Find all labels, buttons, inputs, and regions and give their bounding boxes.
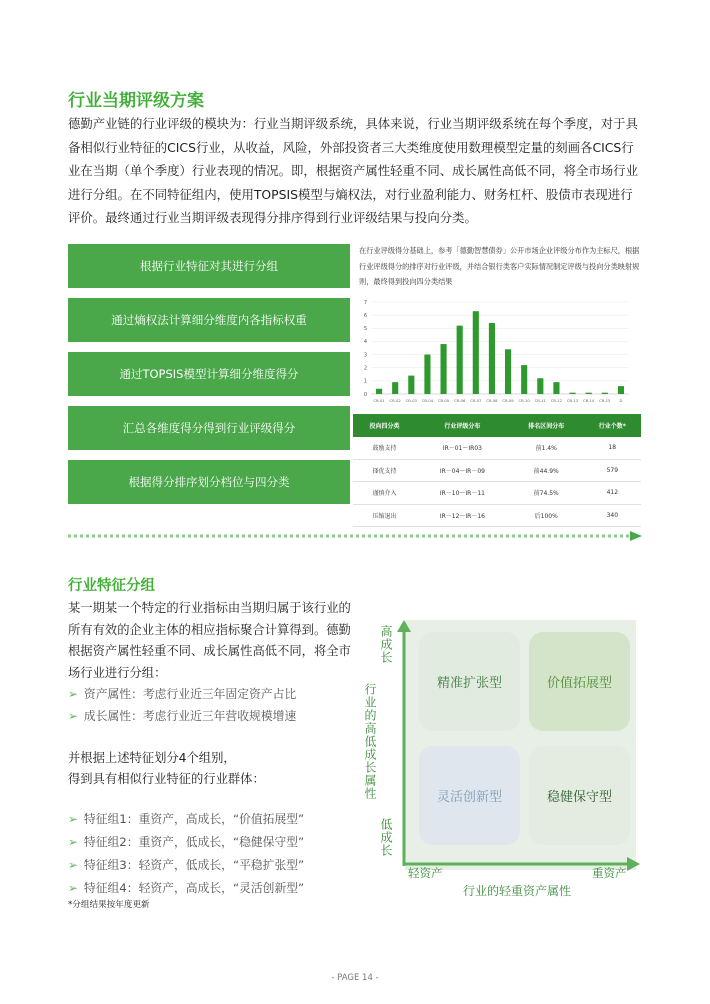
arrow-icon: ➢ <box>68 881 78 895</box>
x-tick-label: CR-08 <box>486 398 498 403</box>
x-tick-label: CR-04 <box>421 398 434 403</box>
quadrant-bottom-left: 灵活创新型 <box>419 746 520 845</box>
list-item-text: 资产属性：考虑行业近三年固定资产占比 <box>83 687 297 701</box>
bar <box>473 311 479 394</box>
y-axis-high-label: 高成长 <box>379 625 393 664</box>
list-item <box>68 810 304 827</box>
table-cell: 前44.9% <box>509 459 584 482</box>
bar <box>440 344 446 394</box>
step-2: 通过熵权法计算细分维度内各指标权重 <box>68 298 350 342</box>
table-cell: IR－10～IR－11 <box>416 482 509 505</box>
bar <box>521 365 527 394</box>
section-title-rating: 行业当期评级方案 <box>68 91 204 111</box>
step-5: 根据得分排序划分档位与四分类 <box>68 460 350 504</box>
arrow-icon: ➢ <box>68 709 78 723</box>
table-cell: 340 <box>584 504 641 527</box>
list-item <box>68 856 304 873</box>
table-row <box>353 459 641 482</box>
x-tick-label: CR-07 <box>470 398 482 403</box>
table-cell: IR－04～IR－09 <box>416 459 509 482</box>
y-tick-label: 4 <box>363 339 367 346</box>
quadrant-top-left: 精准扩张型 <box>419 632 520 731</box>
list-item-text: 成长属性：考虑行业近三年营收规模增速 <box>83 709 297 723</box>
table-cell: 鼓励支持 <box>353 437 416 459</box>
bar <box>602 393 608 394</box>
table-cell: 后100% <box>509 504 584 527</box>
quadrant-axes <box>395 618 642 872</box>
chart-note: 在行业评级得分基础上，参考「德勤智慧债券」公开市场企业评级分布作为主标尺，根据行业评级得分的排序对行业评级，并结合银行类客户实际情况制定评级与投向分类映射规则，最终得到投向四分类结果 <box>359 246 640 286</box>
dotted-divider <box>68 531 642 541</box>
arrow-icon: ➢ <box>68 687 78 701</box>
x-tick-label: CR-13 <box>566 398 579 403</box>
list-item <box>68 833 304 850</box>
y-tick-label: 1 <box>363 378 367 385</box>
table-cell: 前74.5% <box>509 482 584 505</box>
y-tick-label: 3 <box>363 352 367 359</box>
bar <box>505 349 511 394</box>
list-item-text: 特征组3：轻资产，低成长，“平稳扩张型” <box>83 858 305 872</box>
x-axis-title: 行业的轻重资产属性 <box>463 884 572 898</box>
table-cell: 谨慎介入 <box>353 482 416 505</box>
section-title-grouping: 行业特征分组 <box>68 578 155 594</box>
x-tick-label: CR-15 <box>599 398 611 403</box>
bar <box>457 326 463 394</box>
table-header: 行业评级分布 <box>416 414 509 437</box>
list-item <box>68 879 304 896</box>
y-tick-label: 6 <box>363 312 367 319</box>
page-number: - PAGE 14 - <box>331 973 379 983</box>
table-header: 排名区间分布 <box>509 414 584 437</box>
bar <box>392 382 398 394</box>
table-cell: IR－01～IR03 <box>416 437 509 459</box>
table-header: 行业个数* <box>584 414 641 437</box>
table-cell: 412 <box>584 482 641 505</box>
table-cell: 压缩退出 <box>353 504 416 527</box>
quadrant-bottom-right: 稳健保守型 <box>529 746 630 845</box>
x-axis-light-label: 轻资产 <box>408 866 443 880</box>
x-tick-label: CR-10 <box>518 398 530 403</box>
list-item-text: 特征组1：重资产，高成长，“价值拓展型” <box>83 812 305 826</box>
table-header: 投向四分类 <box>353 414 416 437</box>
x-axis-heavy-label: 重资产 <box>592 866 627 880</box>
arrow-icon: ➢ <box>68 858 78 872</box>
y-axis-low-label: 低成长 <box>379 818 393 857</box>
x-tick-label: CR-01 <box>373 398 385 403</box>
quadrant-top-right: 价值拓展型 <box>529 632 630 731</box>
table-row <box>353 504 641 527</box>
y-tick-label: 5 <box>363 326 367 333</box>
x-tick-label: CR-12 <box>550 398 563 403</box>
bar <box>553 382 559 394</box>
bar <box>376 389 382 394</box>
list-item-text: 特征组2：重资产，低成长，“稳健保守型” <box>83 835 305 849</box>
x-tick-label: CR-11 <box>534 398 546 403</box>
x-tick-label: CR-03 <box>405 398 417 403</box>
x-tick-label: CR-06 <box>454 398 466 403</box>
table-header-row <box>353 414 641 437</box>
table-cell: 前1.4% <box>509 437 584 459</box>
table-row <box>353 437 641 459</box>
intro-paragraph: 德勤产业链的行业评级的模块为：行业当期评级系统，具体来说，行业当期评级系统在每个季度，对于具备相似行业特征的CICS行业，从收益，风险，外部投资者三大类维度使用数理模型定量的刻画各CICS行业在当期（单个季度）行业表现的情况。即，根据资产属性轻重不同、成长属性高低不同，将全市场行业进行分组。在不同特征组内，使用TOPSIS模型与熵权法，对行业盈利能力、财务杠杆、股债市表现进行评价。最终通过行业当期评级表现得分排序得到行业评级结果与投向分类。 <box>68 116 638 226</box>
x-tick-label: D <box>619 398 623 403</box>
groups-paragraph-line1: 并根据上述特征划分4个组别， <box>68 751 236 765</box>
bar <box>408 376 414 394</box>
table-row <box>353 482 641 505</box>
bar <box>586 393 592 394</box>
step-4: 汇总各维度得分得到行业评级得分 <box>68 406 350 450</box>
table-cell: 择优支持 <box>353 459 416 482</box>
y-tick-label: 7 <box>363 299 367 306</box>
arrow-icon: ➢ <box>68 812 78 826</box>
bar <box>537 378 543 394</box>
footnote: *分组结果按年度更新 <box>68 900 150 910</box>
y-tick-label: 0 <box>363 391 367 398</box>
list-item <box>68 685 296 702</box>
arrow-icon: ➢ <box>68 835 78 849</box>
table-cell: IR－12～IR－16 <box>416 504 509 527</box>
step-1: 根据行业特征对其进行分组 <box>68 244 350 288</box>
bar <box>569 393 575 394</box>
list-item-text: 特征组4：轻资产，高成长，“灵活创新型” <box>83 881 305 895</box>
rating-table <box>353 414 641 527</box>
list-item <box>68 707 296 724</box>
step-3: 通过TOPSIS模型计算细分维度得分 <box>68 352 350 396</box>
bar <box>618 386 624 394</box>
bar <box>489 323 495 394</box>
table-cell: 18 <box>584 437 641 459</box>
x-tick-label: CR-05 <box>437 398 450 403</box>
y-tick-label: 2 <box>363 365 367 372</box>
bar <box>424 355 430 394</box>
x-tick-label: CR-14 <box>583 398 595 403</box>
groups-paragraph-line2: 得到具有相似行业特征的行业群体： <box>68 772 265 786</box>
x-tick-label: CR-02 <box>389 398 401 403</box>
y-axis-title: 行业的高低成长属性 <box>363 683 377 800</box>
table-cell: 579 <box>584 459 641 482</box>
grouping-paragraph: 某一期某一个特定的行业指标由当期归属于该行业的所有有效的企业主体的相应指标聚合计算得到。德勤根据资产属性轻重不同、成长属性高低不同，将全市场行业进行分组： <box>68 601 351 680</box>
rating-distribution-chart <box>353 294 643 412</box>
x-tick-label: CR-09 <box>502 398 514 403</box>
